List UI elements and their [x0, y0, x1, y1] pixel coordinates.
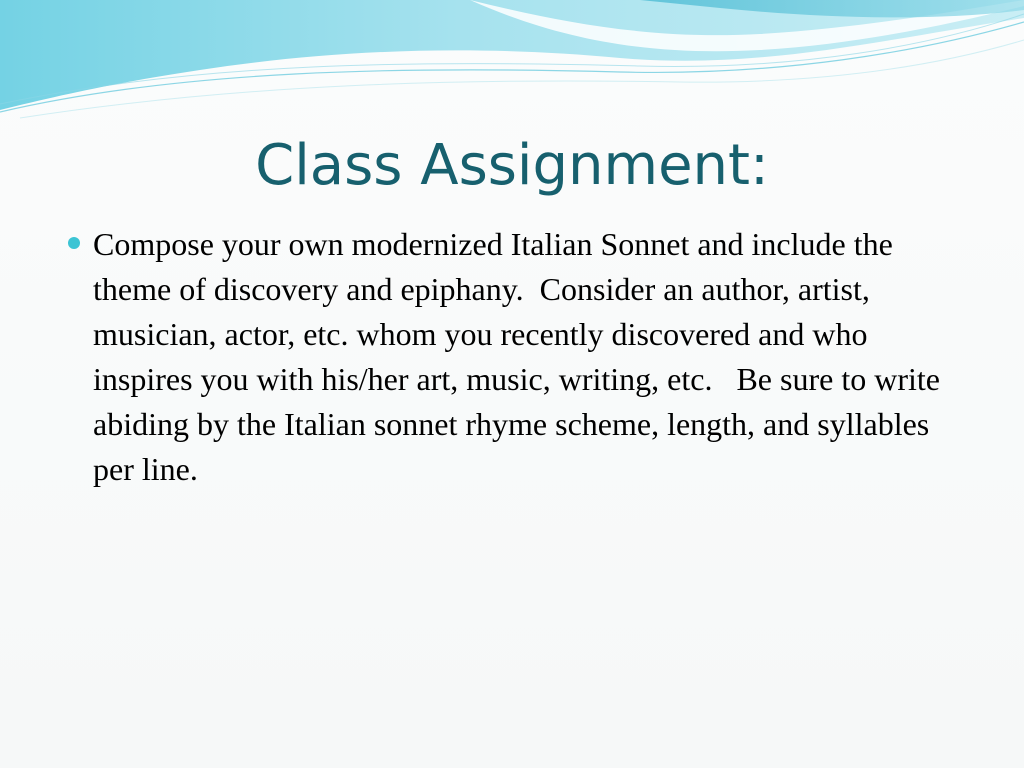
header-wave-decoration: [0, 0, 1024, 130]
slide-body: [68, 222, 948, 492]
bullet-text: Compose your own modernized Italian Sonnet and include the theme of discovery and epiphany. Consider an author, artist, musician, actor, etc. whom you recently discovered and who inspires you with his/her art, music, writing, etc. Be sure to write abiding by the Italian sonnet rhyme scheme, length, and syllables per line.: [93, 226, 948, 487]
bullet-item: [68, 222, 948, 492]
bullet-dot-icon: [68, 237, 80, 249]
slide-title: Class Assignment:: [255, 133, 769, 198]
